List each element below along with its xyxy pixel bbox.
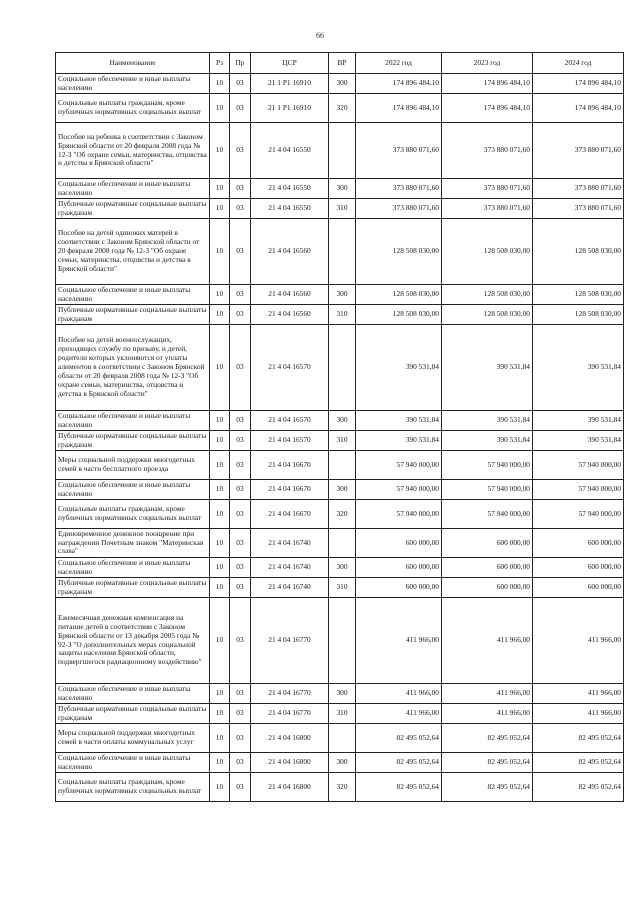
amount-2022-cell: 128 508 030,00 [356,219,442,285]
amount-2024-cell: 373 880 071,60 [533,199,624,219]
vr-cell: 320 [329,94,356,123]
rz-cell: 10 [210,74,230,94]
csr-cell: 21 4 04 16560 [251,219,329,285]
pr-cell: 03 [230,558,251,578]
csr-cell: 21 4 04 16550 [251,179,329,199]
amount-2023-cell: 600 000,00 [442,529,533,558]
table-row [56,411,624,431]
rz-cell: 10 [210,451,230,480]
vr-cell: 320 [329,773,356,802]
amount-2023-cell: 128 508 030,00 [442,219,533,285]
name-cell: Социальное обеспечение и иные выплаты населению [56,753,210,773]
rz-cell: 10 [210,431,230,451]
rz-cell: 10 [210,558,230,578]
name-cell: Социальное обеспечение и иные выплаты населению [56,285,210,305]
csr-cell: 21 4 04 16770 [251,704,329,724]
budget-table [55,52,624,802]
csr-cell: 21 4 04 16800 [251,753,329,773]
pr-cell: 03 [230,94,251,123]
rz-cell: 10 [210,285,230,305]
amount-2022-cell: 390 531,84 [356,411,442,431]
column-header-name: Наименование [56,53,210,74]
table-row [56,199,624,219]
column-header-pr: Пр [230,53,251,74]
csr-cell: 21 4 04 16570 [251,431,329,451]
pr-cell: 03 [230,773,251,802]
vr-cell [329,325,356,411]
pr-cell: 03 [230,123,251,179]
pr-cell: 03 [230,684,251,704]
csr-cell: 21 1 P1 16910 [251,74,329,94]
amount-2024-cell: 174 896 484,10 [533,74,624,94]
vr-cell: 300 [329,558,356,578]
table-row [56,578,624,598]
amount-2024-cell: 57 940 000,00 [533,451,624,480]
vr-cell: 310 [329,431,356,451]
amount-2022-cell: 174 896 484,10 [356,94,442,123]
csr-cell: 21 1 P1 16910 [251,94,329,123]
amount-2024-cell: 600 000,00 [533,558,624,578]
table-row [56,529,624,558]
amount-2022-cell: 373 880 071,60 [356,123,442,179]
table-row [56,305,624,325]
amount-2023-cell: 411 966,00 [442,704,533,724]
csr-cell: 21 4 04 16800 [251,724,329,753]
csr-cell: 21 4 04 16550 [251,123,329,179]
table-row [56,500,624,529]
pr-cell: 03 [230,451,251,480]
pr-cell: 03 [230,480,251,500]
pr-cell: 03 [230,431,251,451]
name-cell: Социальные выплаты гражданам, кроме публичных нормативных социальных выплат [56,773,210,802]
name-cell: Социальное обеспечение и иные выплаты населению [56,558,210,578]
amount-2024-cell: 82 495 052,64 [533,753,624,773]
name-cell: Ежемесячная денежная компенсация на питание детей в соответствии с Законом Брянской области от 13 декабря 2005 года № 92-З "О дополнительных мерах социальной защиты населения Брянской области, подвергшегося радиационному воздействию" [56,598,210,684]
name-cell: Пособие на ребенка в соответствии с Законом Брянской области от 20 февраля 2008 года № 12-З "Об охране семьи, материнства, отцовства и детства в Брянской области" [56,123,210,179]
column-header-vr: ВР [329,53,356,74]
amount-2023-cell: 174 896 484,10 [442,94,533,123]
amount-2022-cell: 57 940 000,00 [356,500,442,529]
vr-cell: 310 [329,305,356,325]
amount-2023-cell: 390 531,84 [442,325,533,411]
amount-2024-cell: 600 000,00 [533,578,624,598]
amount-2024-cell: 82 495 052,64 [533,724,624,753]
vr-cell [329,123,356,179]
vr-cell [329,724,356,753]
csr-cell: 21 4 04 16740 [251,529,329,558]
vr-cell [329,529,356,558]
csr-cell: 21 4 04 16770 [251,598,329,684]
amount-2024-cell: 411 966,00 [533,704,624,724]
amount-2022-cell: 82 495 052,64 [356,773,442,802]
amount-2024-cell: 174 896 484,10 [533,94,624,123]
amount-2024-cell: 128 508 030,00 [533,305,624,325]
amount-2023-cell: 373 880 071,60 [442,123,533,179]
table-row [56,285,624,305]
table-row [56,480,624,500]
amount-2023-cell: 390 531,84 [442,431,533,451]
rz-cell: 10 [210,305,230,325]
amount-2023-cell: 57 940 000,00 [442,480,533,500]
amount-2024-cell: 57 940 000,00 [533,500,624,529]
header-row [56,53,624,74]
table-row [56,94,624,123]
table-header [56,53,624,74]
rz-cell: 10 [210,179,230,199]
amount-2024-cell: 373 880 071,60 [533,179,624,199]
vr-cell: 310 [329,199,356,219]
csr-cell: 21 4 04 16560 [251,305,329,325]
amount-2023-cell: 82 495 052,64 [442,724,533,753]
amount-2024-cell: 128 508 030,00 [533,285,624,305]
name-cell: Публичные нормативные социальные выплаты гражданам [56,305,210,325]
amount-2022-cell: 600 000,00 [356,578,442,598]
rz-cell: 10 [210,325,230,411]
vr-cell: 300 [329,753,356,773]
table-row [56,451,624,480]
table-row [56,753,624,773]
amount-2023-cell: 128 508 030,00 [442,285,533,305]
table-row [56,123,624,179]
amount-2022-cell: 373 880 071,60 [356,179,442,199]
name-cell: Социальные выплаты гражданам, кроме публичных нормативных социальных выплат [56,500,210,529]
csr-cell: 21 4 04 16670 [251,480,329,500]
amount-2024-cell: 411 966,00 [533,684,624,704]
vr-cell: 300 [329,684,356,704]
amount-2022-cell: 57 940 000,00 [356,451,442,480]
pr-cell: 03 [230,285,251,305]
amount-2022-cell: 600 000,00 [356,529,442,558]
amount-2024-cell: 390 531,84 [533,411,624,431]
name-cell: Пособие на детей военнослужащих, проходящих службу по призыву, и детей, родители которых уклоняются от уплаты алиментов в соответствии с Законом Брянской области от 20 февраля 2008 года № 12-З "Об охране семьи, материнства, отцовства и детства в Брянской области" [56,325,210,411]
column-header-2024: 2024 год [533,53,624,74]
table-body [56,74,624,802]
rz-cell: 10 [210,684,230,704]
amount-2024-cell: 57 940 000,00 [533,480,624,500]
amount-2022-cell: 57 940 000,00 [356,480,442,500]
column-header-2023: 2023 год [442,53,533,74]
amount-2022-cell: 82 495 052,64 [356,753,442,773]
rz-cell: 10 [210,724,230,753]
csr-cell: 21 4 04 16800 [251,773,329,802]
amount-2023-cell: 600 000,00 [442,558,533,578]
amount-2022-cell: 174 896 484,10 [356,74,442,94]
table-row [56,325,624,411]
table-row [56,431,624,451]
rz-cell: 10 [210,480,230,500]
amount-2022-cell: 390 531,84 [356,431,442,451]
pr-cell: 03 [230,179,251,199]
name-cell: Публичные нормативные социальные выплаты гражданам [56,431,210,451]
amount-2023-cell: 57 940 000,00 [442,500,533,529]
amount-2022-cell: 82 495 052,64 [356,724,442,753]
csr-cell: 21 4 04 16550 [251,199,329,219]
table-row [56,704,624,724]
name-cell: Социальное обеспечение и иные выплаты населению [56,480,210,500]
pr-cell: 03 [230,578,251,598]
name-cell: Единовременное денежное поощрение при награждении Почетным знаком "Материнская слава" [56,529,210,558]
rz-cell: 10 [210,411,230,431]
pr-cell: 03 [230,199,251,219]
vr-cell: 300 [329,179,356,199]
amount-2024-cell: 82 495 052,64 [533,773,624,802]
amount-2022-cell: 411 966,00 [356,684,442,704]
name-cell: Публичные нормативные социальные выплаты гражданам [56,578,210,598]
table-row [56,558,624,578]
amount-2022-cell: 373 880 071,60 [356,199,442,219]
vr-cell: 300 [329,74,356,94]
table-row [56,724,624,753]
rz-cell: 10 [210,773,230,802]
amount-2023-cell: 390 531,84 [442,411,533,431]
name-cell: Публичные нормативные социальные выплаты гражданам [56,704,210,724]
vr-cell: 300 [329,480,356,500]
table-row [56,684,624,704]
amount-2023-cell: 82 495 052,64 [442,773,533,802]
name-cell: Меры социальной поддержки многодетных семей в части оплаты коммунальных услуг [56,724,210,753]
pr-cell: 03 [230,704,251,724]
name-cell: Пособие на детей одиноких матерей в соответствии с Законом Брянской области от 20 февраля 2008 года № 12-З "Об охране семьи, материнства, отцовства и детства в Брянской области" [56,219,210,285]
rz-cell: 10 [210,219,230,285]
name-cell: Публичные нормативные социальные выплаты гражданам [56,199,210,219]
table-row [56,74,624,94]
amount-2023-cell: 128 508 030,00 [442,305,533,325]
amount-2024-cell: 600 000,00 [533,529,624,558]
amount-2023-cell: 411 966,00 [442,598,533,684]
amount-2024-cell: 411 966,00 [533,598,624,684]
name-cell: Меры социальной поддержки многодетных семей в части бесплатного проезда [56,451,210,480]
amount-2024-cell: 373 880 071,60 [533,123,624,179]
pr-cell: 03 [230,598,251,684]
vr-cell [329,219,356,285]
amount-2022-cell: 128 508 030,00 [356,305,442,325]
amount-2023-cell: 411 966,00 [442,684,533,704]
amount-2023-cell: 373 880 071,60 [442,179,533,199]
amount-2023-cell: 600 000,00 [442,578,533,598]
amount-2024-cell: 390 531,84 [533,431,624,451]
pr-cell: 03 [230,325,251,411]
column-header-csr: ЦСР [251,53,329,74]
page-number: 66 [316,31,324,40]
name-cell: Социальное обеспечение и иные выплаты населению [56,411,210,431]
amount-2024-cell: 390 531,84 [533,325,624,411]
csr-cell: 21 4 04 16570 [251,325,329,411]
vr-cell: 300 [329,285,356,305]
table-row [56,773,624,802]
pr-cell: 03 [230,500,251,529]
vr-cell: 310 [329,704,356,724]
pr-cell: 03 [230,305,251,325]
amount-2023-cell: 57 940 000,00 [442,451,533,480]
rz-cell: 10 [210,123,230,179]
csr-cell: 21 4 04 16670 [251,451,329,480]
amount-2022-cell: 600 000,00 [356,558,442,578]
vr-cell [329,598,356,684]
rz-cell: 10 [210,500,230,529]
pr-cell: 03 [230,529,251,558]
amount-2022-cell: 390 531,84 [356,325,442,411]
amount-2022-cell: 128 508 030,00 [356,285,442,305]
csr-cell: 21 4 04 16740 [251,558,329,578]
amount-2022-cell: 411 966,00 [356,704,442,724]
csr-cell: 21 4 04 16770 [251,684,329,704]
table-row [56,179,624,199]
rz-cell: 10 [210,199,230,219]
amount-2023-cell: 373 880 071,60 [442,199,533,219]
rz-cell: 10 [210,529,230,558]
pr-cell: 03 [230,724,251,753]
name-cell: Социальное обеспечение и иные выплаты населению [56,179,210,199]
table-row [56,219,624,285]
table-row [56,598,624,684]
csr-cell: 21 4 04 16740 [251,578,329,598]
rz-cell: 10 [210,598,230,684]
vr-cell: 320 [329,500,356,529]
rz-cell: 10 [210,94,230,123]
name-cell: Социальные выплаты гражданам, кроме публичных нормативных социальных выплат [56,94,210,123]
pr-cell: 03 [230,411,251,431]
amount-2023-cell: 174 896 484,10 [442,74,533,94]
column-header-2022: 2022 год [356,53,442,74]
rz-cell: 10 [210,753,230,773]
pr-cell: 03 [230,74,251,94]
vr-cell: 310 [329,578,356,598]
amount-2024-cell: 128 508 030,00 [533,219,624,285]
rz-cell: 10 [210,578,230,598]
name-cell: Социальное обеспечение и иные выплаты населению [56,684,210,704]
name-cell: Социальное обеспечение и иные выплаты населению [56,74,210,94]
csr-cell: 21 4 04 16560 [251,285,329,305]
amount-2023-cell: 82 495 052,64 [442,753,533,773]
vr-cell: 300 [329,411,356,431]
csr-cell: 21 4 04 16670 [251,500,329,529]
column-header-rz: Рз [210,53,230,74]
csr-cell: 21 4 04 16570 [251,411,329,431]
rz-cell: 10 [210,704,230,724]
pr-cell: 03 [230,219,251,285]
pr-cell: 03 [230,753,251,773]
vr-cell [329,451,356,480]
amount-2022-cell: 411 966,00 [356,598,442,684]
